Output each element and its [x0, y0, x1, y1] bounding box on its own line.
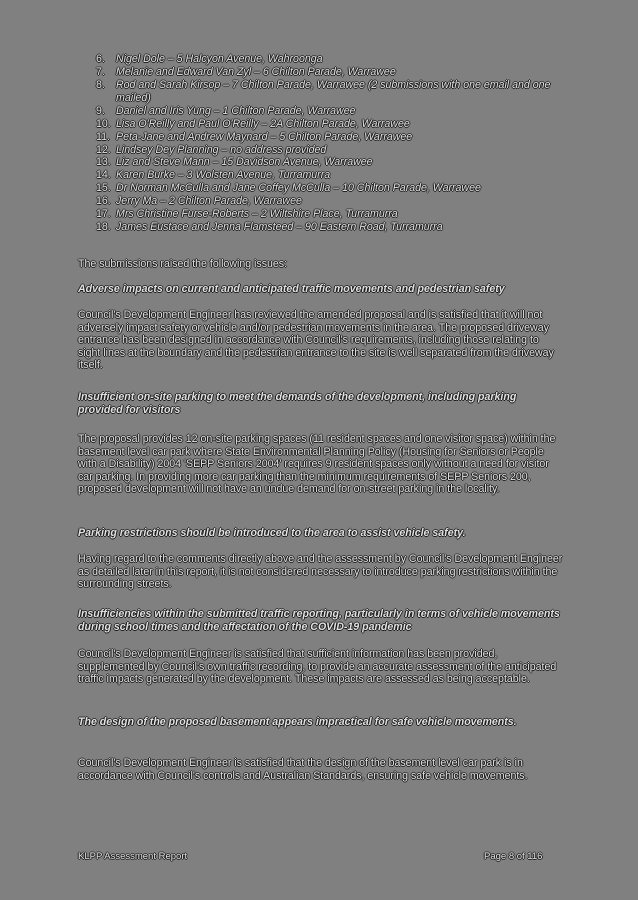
issue-heading: Parking restrictions should be introduced to the area to assist vehicle safety. — [78, 527, 466, 539]
issue-heading: Insufficient on-site parking to meet the demands of the development, including parking provided for visitors — [78, 391, 517, 416]
submitter-text: Mrs Christine Furse-Roberts – 2 Wiltshire Place, Turramurra — [116, 208, 398, 221]
intro-text: The submissions raised the following issues: — [78, 258, 288, 270]
list-item: 18. James Eustace and Jenna Flamsteed – 90 Eastern Road, Turramurra — [96, 221, 566, 234]
list-item: 16. Jerry Ma – 2 Chilton Parade, Warrawee — [96, 195, 566, 208]
submitter-text: Peta-Jane and Andrew Maynard – 5 Chilton Parade, Warrawee — [116, 130, 413, 143]
list-item: 15. Dr Norman McCulla and Jane Coffey McCulla – 10 Chilton Parade, Warrawee — [96, 182, 566, 195]
issue-response: Council's Development Engineer is satisfied that the design of the basement level car park is in accordance with Council's controls and Australian Standards, ensuring safe vehicle movements. — [78, 757, 528, 782]
list-item: 6. Nigel Dole – 5 Halcyon Avenue, Wahroonga — [96, 53, 566, 66]
issue-heading: The design of the proposed basement appears impractical for safe vehicle movements. — [78, 716, 517, 728]
issue-response: Having regard to the comments directly above and the assessment by Council's Development Engineer as detailed later in this report, it is not considered necessary to introduce parking restrictions within the surrounding streets. — [78, 553, 563, 591]
submitter-text: Nigel Dole – 5 Halcyon Avenue, Wahroonga — [116, 53, 323, 65]
submitter-text: Daniel and Iris Yung – 1 Chilton Parade, Warrawee — [116, 104, 356, 117]
footer-report-title: KLPP Assessment Report — [78, 851, 188, 862]
submitter-text: Jerry Ma – 2 Chilton Parade, Warrawee — [116, 195, 302, 208]
submitter-text: Melanie and Edward Van Zyl – 6 Chilton Parade, Warrawee — [116, 65, 396, 78]
list-item: 13. Liz and Steve Mann – 15 Davidson Avenue, Warrawee — [96, 156, 566, 169]
list-item: 11. Peta-Jane and Andrew Maynard – 5 Chilton Parade, Warrawee — [96, 131, 566, 144]
list-item: 7. Melanie and Edward Van Zyl – 6 Chilton Parade, Warrawee — [96, 66, 566, 79]
issue-response: The proposal provides 12 on-site parking spaces (11 resident spaces and one visitor space) within the basement level car park where State Environmental Planning Policy (Housing for Seniors or People with a Disability) 2004 'SEPP Seniors 2004' requires 9 resident spaces only without a need for visitor car parking. In providing more car parking than the minimum requirements of SEPP Seniors 200, proposed development will not have an undue demand for on-street parking in the locality. — [78, 433, 556, 496]
list-item: 8. Rod and Sarah Kirsop – 7 Chilton Parade, Warrawee (2 submissions with one email and one mailed) — [96, 79, 566, 104]
footer-page-number: Page 8 of 116 — [484, 851, 543, 862]
issue-response: Council's Development Engineer has reviewed the amended proposal and is satisfied that it will not adversely impact safety or vehicle and/or pedestrian movements in the area. The proposed driveway entrance has been designed in accordance with Council's requirements, including those relating to sight lines at the boundary and the pedestrian entrance to the site is well separated from the driveway itself. — [78, 309, 554, 372]
submitter-text: Rod and Sarah Kirsop – 7 Chilton Parade, Warrawee (2 submissions with one email and one mailed) — [116, 78, 551, 104]
submitter-text: Liz and Steve Mann – 15 Davidson Avenue, Warrawee — [116, 156, 373, 169]
submitter-text: Karen Burke – 3 Wolsten Avenue, Turramurra — [116, 169, 331, 182]
list-item: 17. Mrs Christine Furse-Roberts – 2 Wiltshire Place, Turramurra — [96, 208, 566, 221]
submitter-text: James Eustace and Jenna Flamsteed – 90 Eastern Road, Turramurra — [116, 221, 443, 234]
submitter-text: Dr Norman McCulla and Jane Coffey McCulla – 10 Chilton Parade, Warrawee — [116, 182, 481, 195]
list-item: 9. Daniel and Iris Yung – 1 Chilton Parade, Warrawee — [96, 105, 566, 118]
issue-response: Council's Development Engineer is satisfied that sufficient information has been provided, supplemented by Council's own traffic recording, to provide an accurate assessment of the anticipated traffic impacts generated by the development. These impacts are assessed as being acceptable. — [78, 648, 557, 686]
list-item: 12. Lindsey Dey Planning – no address provided — [96, 144, 566, 157]
issue-heading: Insufficiencies within the submitted traffic reporting, particularly in terms of vehicle movements during school times and the affectation of the COVID-19 pandemic — [78, 608, 560, 633]
submitter-list — [96, 53, 566, 234]
list-item: 14. Karen Burke – 3 Wolsten Avenue, Turramurra — [96, 169, 566, 182]
list-item: 10. Lisa O'Reilly and Paul O'Reilly – 2A Chilton Parade, Warrawee — [96, 118, 566, 131]
submitter-text: Lindsey Dey Planning – no address provided — [116, 143, 327, 156]
submitter-text: Lisa O'Reilly and Paul O'Reilly – 2A Chilton Parade, Warrawee — [116, 117, 410, 130]
issue-heading: Adverse impacts on current and anticipated traffic movements and pedestrian safety — [78, 283, 505, 295]
